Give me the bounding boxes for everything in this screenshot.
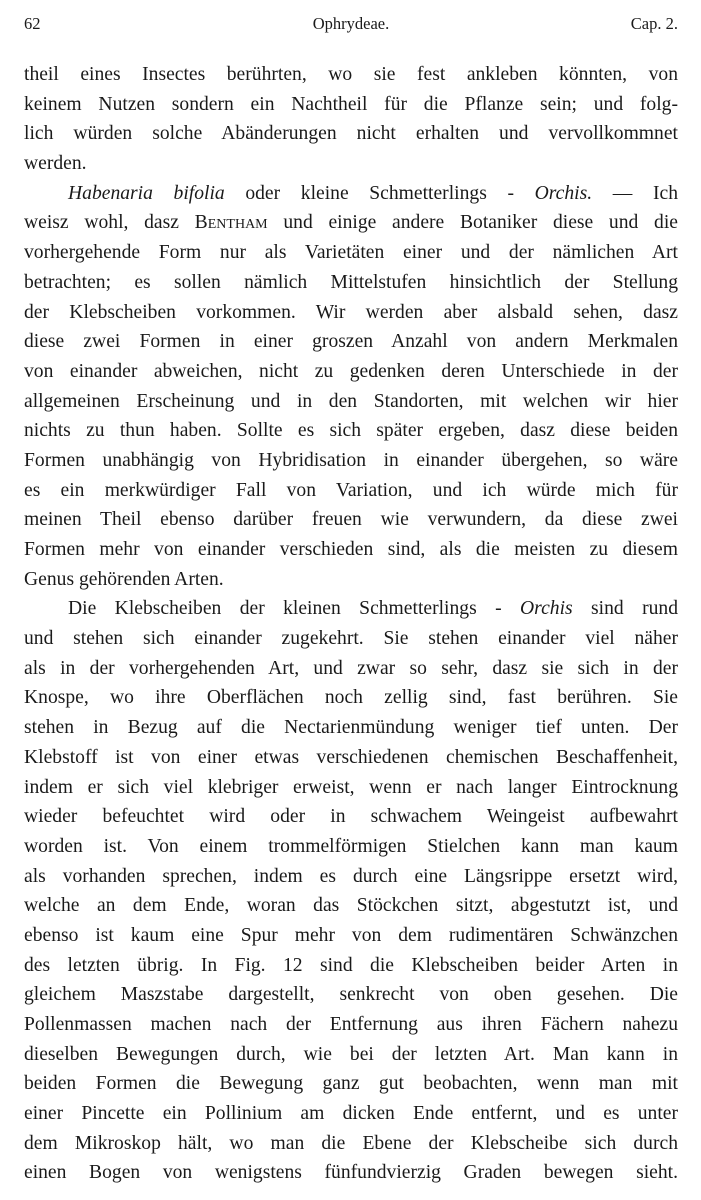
line-text: betrachten; es sollen nämlich Mittelstufen hinsichtlich der Stellung [24,271,678,293]
text-line [24,535,678,565]
line-text: und stehen sich einander zugekehrt. Sie stehen einander viel näher [24,628,678,650]
line-text: von einander abweichen, nicht zu gedenken deren Unterschiede in der [24,360,678,382]
text-line [24,208,678,238]
text-line [24,713,678,743]
text-line [24,624,678,654]
text-line [24,654,678,684]
line-text: ebenso ist kaum eine Spur mehr von dem rudimentären Schwänzchen [24,924,678,946]
text-line [24,862,678,892]
text-line [24,446,678,476]
text-line [24,773,678,803]
italic-term: Habenaria bifolia [68,182,225,204]
text-line [24,416,678,446]
text-line [24,1099,678,1129]
italic-term: Orchis [520,598,573,620]
line-text: des letzten übrig. In Fig. 12 sind die Klebscheiben beider Arten in [24,954,678,976]
text-line [24,565,678,595]
italic-term: Orchis. [534,182,593,204]
text-line [24,1069,678,1099]
line-text: — Ich [592,182,678,204]
line-text: einen Bogen von wenigstens fünfundvierzig Graden bewegen sieht. [24,1162,678,1184]
text-line [24,476,678,506]
text-line [24,327,678,357]
line-text: als in der vorhergehenden Art, und zwar so sehr, dasz sie sich in der [24,657,678,679]
line-text: worden ist. Von einem trommelförmigen Stielchen kann man kaum [24,835,678,857]
text-line [24,891,678,921]
text-line [24,179,678,209]
line-text: meinen Theil ebenso darüber freuen wie verwundern, da diese zwei [24,509,678,531]
text-line [24,832,678,862]
line-text: vorhergehende Form nur als Varietäten einer und der nämlichen Art [24,242,678,264]
chapter-label: Cap. 2. [630,14,678,33]
line-text: werden. [24,153,87,175]
text-line [24,60,678,90]
page-number: 62 [24,14,41,33]
line-text: als vorhanden sprechen, indem es durch eine Längsrippe ersetzt wird, [24,865,678,887]
text-line [24,951,678,981]
line-text: allgemeinen Erscheinung und in den Standorten, mit welchen wir hier [24,390,678,412]
text-line [24,1010,678,1040]
text-line [24,90,678,120]
text-line [24,505,678,535]
line-text: beiden Formen die Bewegung ganz gut beobachten, wenn man mit [24,1073,678,1095]
line-text: sind rund [572,598,679,620]
text-line [24,357,678,387]
line-text: wieder befeuchtet wird oder in schwachem Weingeist aufbewahrt [24,806,678,828]
line-text: welche an dem Ende, woran das Stöckchen sitzt, abgestutzt ist, und [24,895,678,917]
text-line [24,743,678,773]
line-text: Formen unabhängig von Hybridisation in einander übergehen, so wäre [24,449,678,471]
page-header [24,14,678,38]
text-line [24,1158,678,1188]
author-name: Bentham [194,212,268,234]
body-text [24,60,678,1188]
line-text: oder kleine Schmetterlings - [224,182,535,204]
text-line [24,1129,678,1159]
text-line [24,594,678,624]
line-text: indem er sich viel klebriger erweist, wenn er nach langer Eintrocknung [24,776,678,798]
text-line [24,149,678,179]
line-text: Die Klebscheiben der kleinen Schmetterlings - [68,598,521,620]
line-text: keinem Nutzen sondern ein Nachtheil für die Pflanze sein; und folg- [24,93,678,115]
line-text: weisz wohl, dasz [24,212,195,234]
line-text: nichts zu thun haben. Sollte es sich später ergeben, dasz diese beiden [24,420,678,442]
text-line [24,298,678,328]
text-line [24,921,678,951]
line-text: gleichem Maszstabe dargestellt, senkrecht von oben gesehen. Die [24,984,678,1006]
line-text: stehen in Bezug auf die Nectarienmündung weniger tief unten. Der [24,717,678,739]
line-text: Knospe, wo ihre Oberflächen noch zellig sind, fast berühren. Sie [24,687,678,709]
text-line [24,268,678,298]
text-line [24,238,678,268]
text-line [24,119,678,149]
line-text: Formen mehr von einander verschieden sind, als die meisten zu diesem [24,539,678,560]
line-text: lich würden solche Abänderungen nicht erhalten und vervollkommnet [24,123,678,145]
line-text: und einige andere Botaniker diese und die [267,212,678,234]
line-text: dieselben Bewegungen durch, wie bei der letzten Art. Man kann in [24,1043,678,1065]
line-text: diese zwei Formen in einer groszen Anzahl von andern Merkmalen [24,331,678,353]
text-line [24,387,678,417]
text-line [24,1040,678,1070]
line-text: es ein merkwürdiger Fall von Variation, und ich würde mich für [24,479,678,501]
text-line [24,802,678,832]
line-text: theil eines Insectes berührten, wo sie fest ankleben könnten, von [24,64,678,85]
running-title: Ophrydeae. [312,14,390,33]
line-text: einer Pincette ein Pollinium am dicken Ende entfernt, und es unter [24,1103,678,1125]
line-text: Pollenmassen machen nach der Entfernung aus ihren Fächern nahezu [24,1014,678,1035]
line-text: Genus gehörenden Arten. [24,568,224,590]
text-line [24,683,678,713]
text-line [24,980,678,1010]
line-text: dem Mikroskop hält, wo man die Ebene der Klebscheibe sich durch [24,1132,678,1154]
line-text: Klebstoff ist von einer etwas verschiedenen chemischen Beschaffenheit, [24,746,678,768]
line-text: der Klebscheiben vorkommen. Wir werden aber alsbald sehen, dasz [24,301,678,323]
